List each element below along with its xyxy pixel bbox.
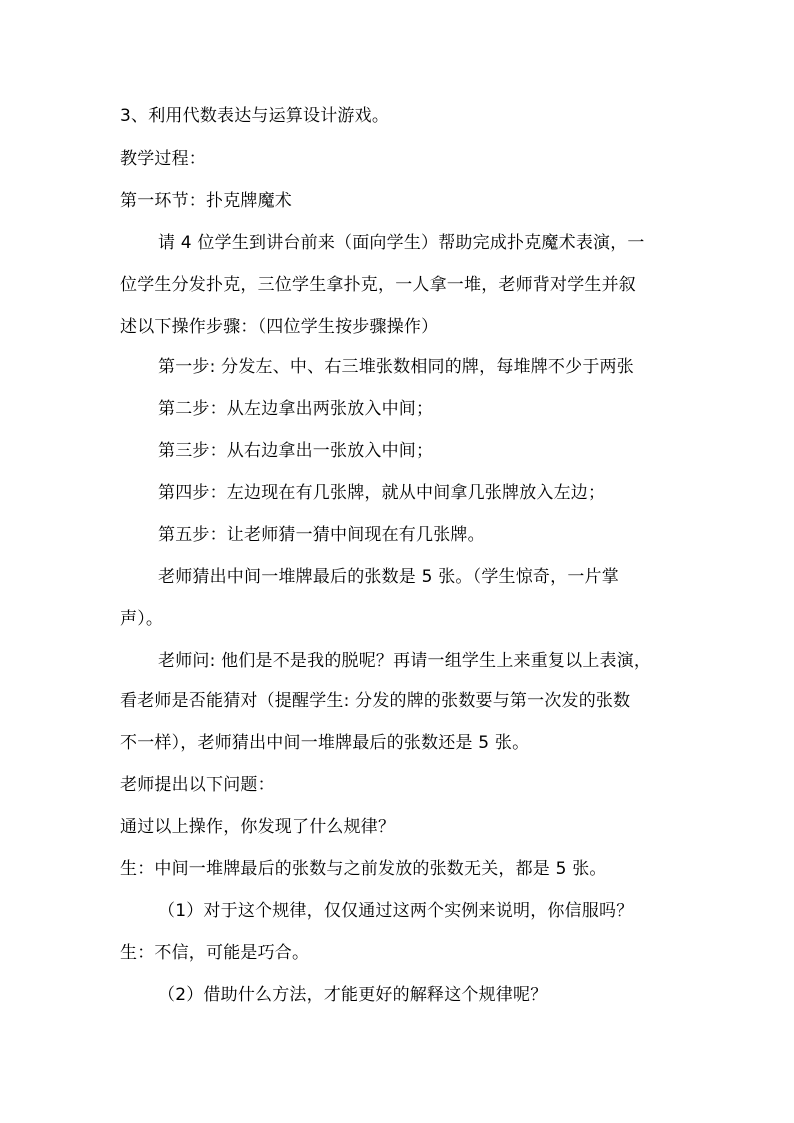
paragraph-line: 看老师是否能猜对（提醒学生: 分发的牌的张数要与第一次发的张数 [120,691,631,711]
paragraph-line: 通过以上操作，你发现了什么规律？ [120,817,396,837]
paragraph-line: （1）对于这个规律，仅仅通过这两个实例来说明，你信服吗？ [158,901,634,921]
paragraph-line: 生：中间一堆牌最后的张数与之前发放的张数无关，都是 5 张。 [120,859,607,879]
paragraph-line: 请 4 位学生到讲台前来（面向学生）帮助完成扑克魔术表演，一 [158,233,645,253]
paragraph-line: 第五步：让老师猜一猜中间现在有几张牌。 [158,525,485,545]
paragraph-line: 不一样），老师猜出中间一堆牌最后的张数还是 5 张。 [120,733,530,753]
paragraph-line: 第一步: 分发左、中、右三堆张数相同的牌，每堆牌不少于两张 [158,357,634,377]
paragraph-line: 第一环节：扑克牌魔术 [120,191,292,211]
paragraph-line: 述以下操作步骤：（四位学生按步骤操作） [120,317,439,337]
paragraph-line: 教学过程： [120,149,206,169]
paragraph-line: 第四步：左边现在有几张牌，就从中间拿几张牌放入左边； [158,483,606,503]
paragraph-line: 第三步：从右边拿出一张放入中间； [158,441,434,461]
paragraph-line: 老师问: 他们是不是我的脱呢？再请一组学生上来重复以上表演， [158,651,652,671]
paragraph-line: 老师猜出中间一堆牌最后的张数是 5 张。（学生惊奇，一片掌 [158,567,619,587]
paragraph-line: 3、利用代数表达与运算设计游戏。 [120,106,390,126]
paragraph-line: 位学生分发扑克，三位学生拿扑克，一人拿一堆，老师背对学生并叙 [120,275,636,295]
paragraph-line: （2）借助什么方法，才能更好的解释这个规律呢？ [158,985,548,1005]
paragraph-line: 生：不信，可能是巧合。 [120,943,310,963]
paragraph-line: 第二步：从左边拿出两张放入中间； [158,399,434,419]
paragraph-line: 老师提出以下问题： [120,775,275,795]
paragraph-line: 声）。 [120,609,164,629]
